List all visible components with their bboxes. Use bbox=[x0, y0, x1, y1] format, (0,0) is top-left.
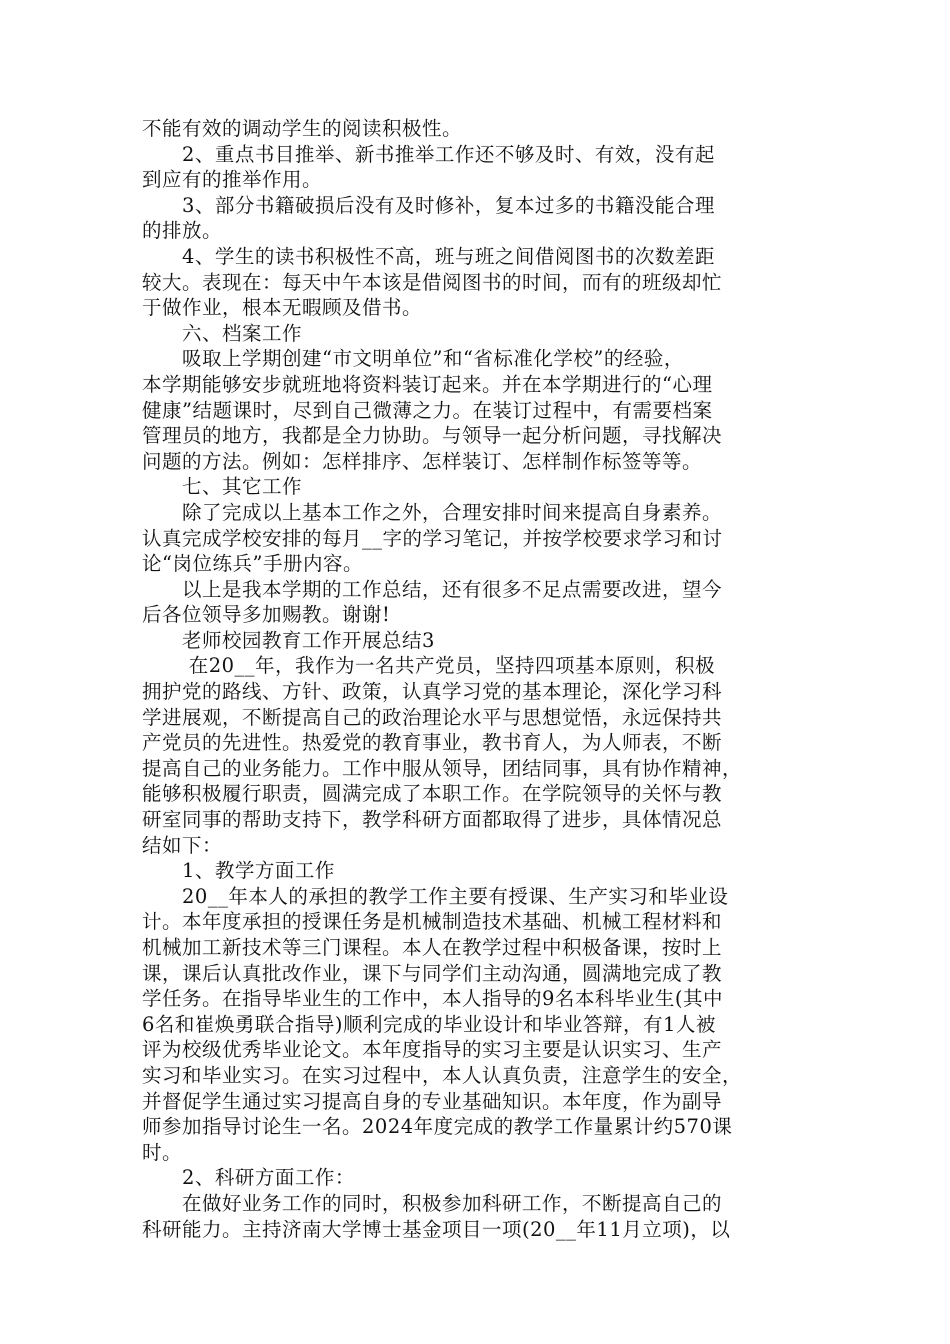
text-line: 除了完成以上基本工作之外，合理安排时间来提高自身素养。 bbox=[142, 500, 723, 524]
text-line: 在做好业务工作的同时，积极参加科研工作，不断提高自己的 bbox=[142, 1191, 723, 1215]
text-line: 计。本年度承担的授课任务是机械制造技术基础、机械工程材料和 bbox=[142, 910, 723, 934]
text-line: 不能有效的调动学生的阅读积极性。 bbox=[142, 117, 463, 140]
text-line: 并督促学生通过实习提高自身的专业基础知识。本年度，作为副导 bbox=[142, 1089, 723, 1113]
text-line: 2、科研方面工作： bbox=[142, 1166, 355, 1190]
text-line: 学任务。在指导毕业生的工作中，本人指导的9名本科毕业生(其中 bbox=[142, 987, 724, 1011]
text-line: 2、重点书目推举、新书推举工作还不够及时、有效，没有起 bbox=[142, 142, 715, 166]
text-line: 6名和崔焕勇联合指导)顺利完成的毕业设计和毕业答辩，有1人被 bbox=[142, 1012, 716, 1036]
text-line: 于做作业，根本无暇顾及借书。 bbox=[142, 296, 423, 320]
text-line: 拥护党的路线、方针、政策，认真学习党的基本理论，深化学习科 bbox=[142, 680, 723, 704]
text-line: 20__年本人的承担的教学工作主要有授课、生产实习和毕业设 bbox=[142, 884, 729, 908]
text-line: 吸取上学期创建“市文明单位”和“省标准化学校”的经验， bbox=[142, 347, 684, 371]
text-line: 师参加指导讨论生一名。2024年度完成的教学工作量累计约570课 bbox=[142, 1115, 733, 1139]
text-line: 机械加工新技术等三门课程。本人在教学过程中积极备课，按时上 bbox=[142, 936, 723, 959]
text-line: 老师校园教育工作开展总结3 bbox=[142, 628, 435, 652]
text-line: 以上是我本学期的工作总结，还有很多不足点需要改进，望今 bbox=[142, 577, 723, 601]
text-line: 本学期能够安步就班地将资料装订起来。并在本学期进行的“心理 bbox=[142, 372, 713, 396]
text-line: 问题的方法。例如：怎样排序、怎样装订、怎样制作标签等等。 bbox=[142, 449, 703, 473]
text-line: 科研能力。主持济南大学博士基金项目一项(20__年11月立项)，以 bbox=[142, 1217, 731, 1241]
text-line: 后各位领导多加赐教。谢谢! bbox=[142, 603, 391, 627]
text-line: 的排放。 bbox=[142, 219, 223, 243]
text-line: 论“岗位练兵”手册内容。 bbox=[142, 552, 363, 576]
text-line: 学进展观，不断提高自己的政治理论水平与思想觉悟，永远保持共 bbox=[142, 705, 723, 729]
text-line: 较大。表现在：每天中午本该是借阅图书的时间，而有的班级却忙 bbox=[142, 270, 723, 294]
text-line: 提高自己的业务能力。工作中服从领导，团结同事，具有协作精神， bbox=[142, 756, 743, 780]
document-body bbox=[142, 116, 812, 1242]
text-line: 时。 bbox=[142, 1140, 183, 1164]
text-line: 产党员的先进性。热爱党的教育事业，教书育人，为人师表，不断 bbox=[142, 731, 723, 755]
text-line: 六、档案工作 bbox=[142, 321, 303, 345]
text-line: 评为校级优秀毕业论文。本年度指导的实习主要是认识实习、生产 bbox=[142, 1038, 723, 1062]
text-line: 在20__年，我作为一名共产党员，坚持四项基本原则，积极 bbox=[142, 654, 716, 678]
text-line: 1、教学方面工作 bbox=[142, 859, 335, 883]
text-line: 研室同事的帮助支持下，教学科研方面都取得了进步，具体情况总 bbox=[142, 808, 723, 832]
text-line: 能够积极履行职责，圆满完成了本职工作。在学院领导的关怀与教 bbox=[142, 782, 723, 806]
text-line: 认真完成学校安排的每月__字的学习笔记，并按学校要求学习和讨 bbox=[142, 526, 723, 550]
text-line: 管理员的地方，我都是全力协助。与领导一起分析问题，寻找解决 bbox=[142, 424, 723, 448]
text-line: 4、学生的读书积极性不高，班与班之间借阅图书的次数差距 bbox=[142, 244, 715, 268]
text-line: 实习和毕业实习。在实习过程中，本人认真负责，注意学生的安全， bbox=[142, 1063, 743, 1087]
text-line: 3、部分书籍破损后没有及时修补，复本过多的书籍没能合理 bbox=[142, 193, 715, 217]
text-line: 健康”结题课时，尽到自己微薄之力。在装订过程中，有需要档案 bbox=[142, 398, 713, 422]
text-line: 课，课后认真批改作业，课下与同学们主动沟通，圆满地完成了教 bbox=[142, 961, 723, 985]
text-line: 到应有的推举作用。 bbox=[142, 168, 323, 192]
text-line: 七、其它工作 bbox=[142, 475, 303, 499]
text-line: 结如下： bbox=[142, 833, 223, 857]
